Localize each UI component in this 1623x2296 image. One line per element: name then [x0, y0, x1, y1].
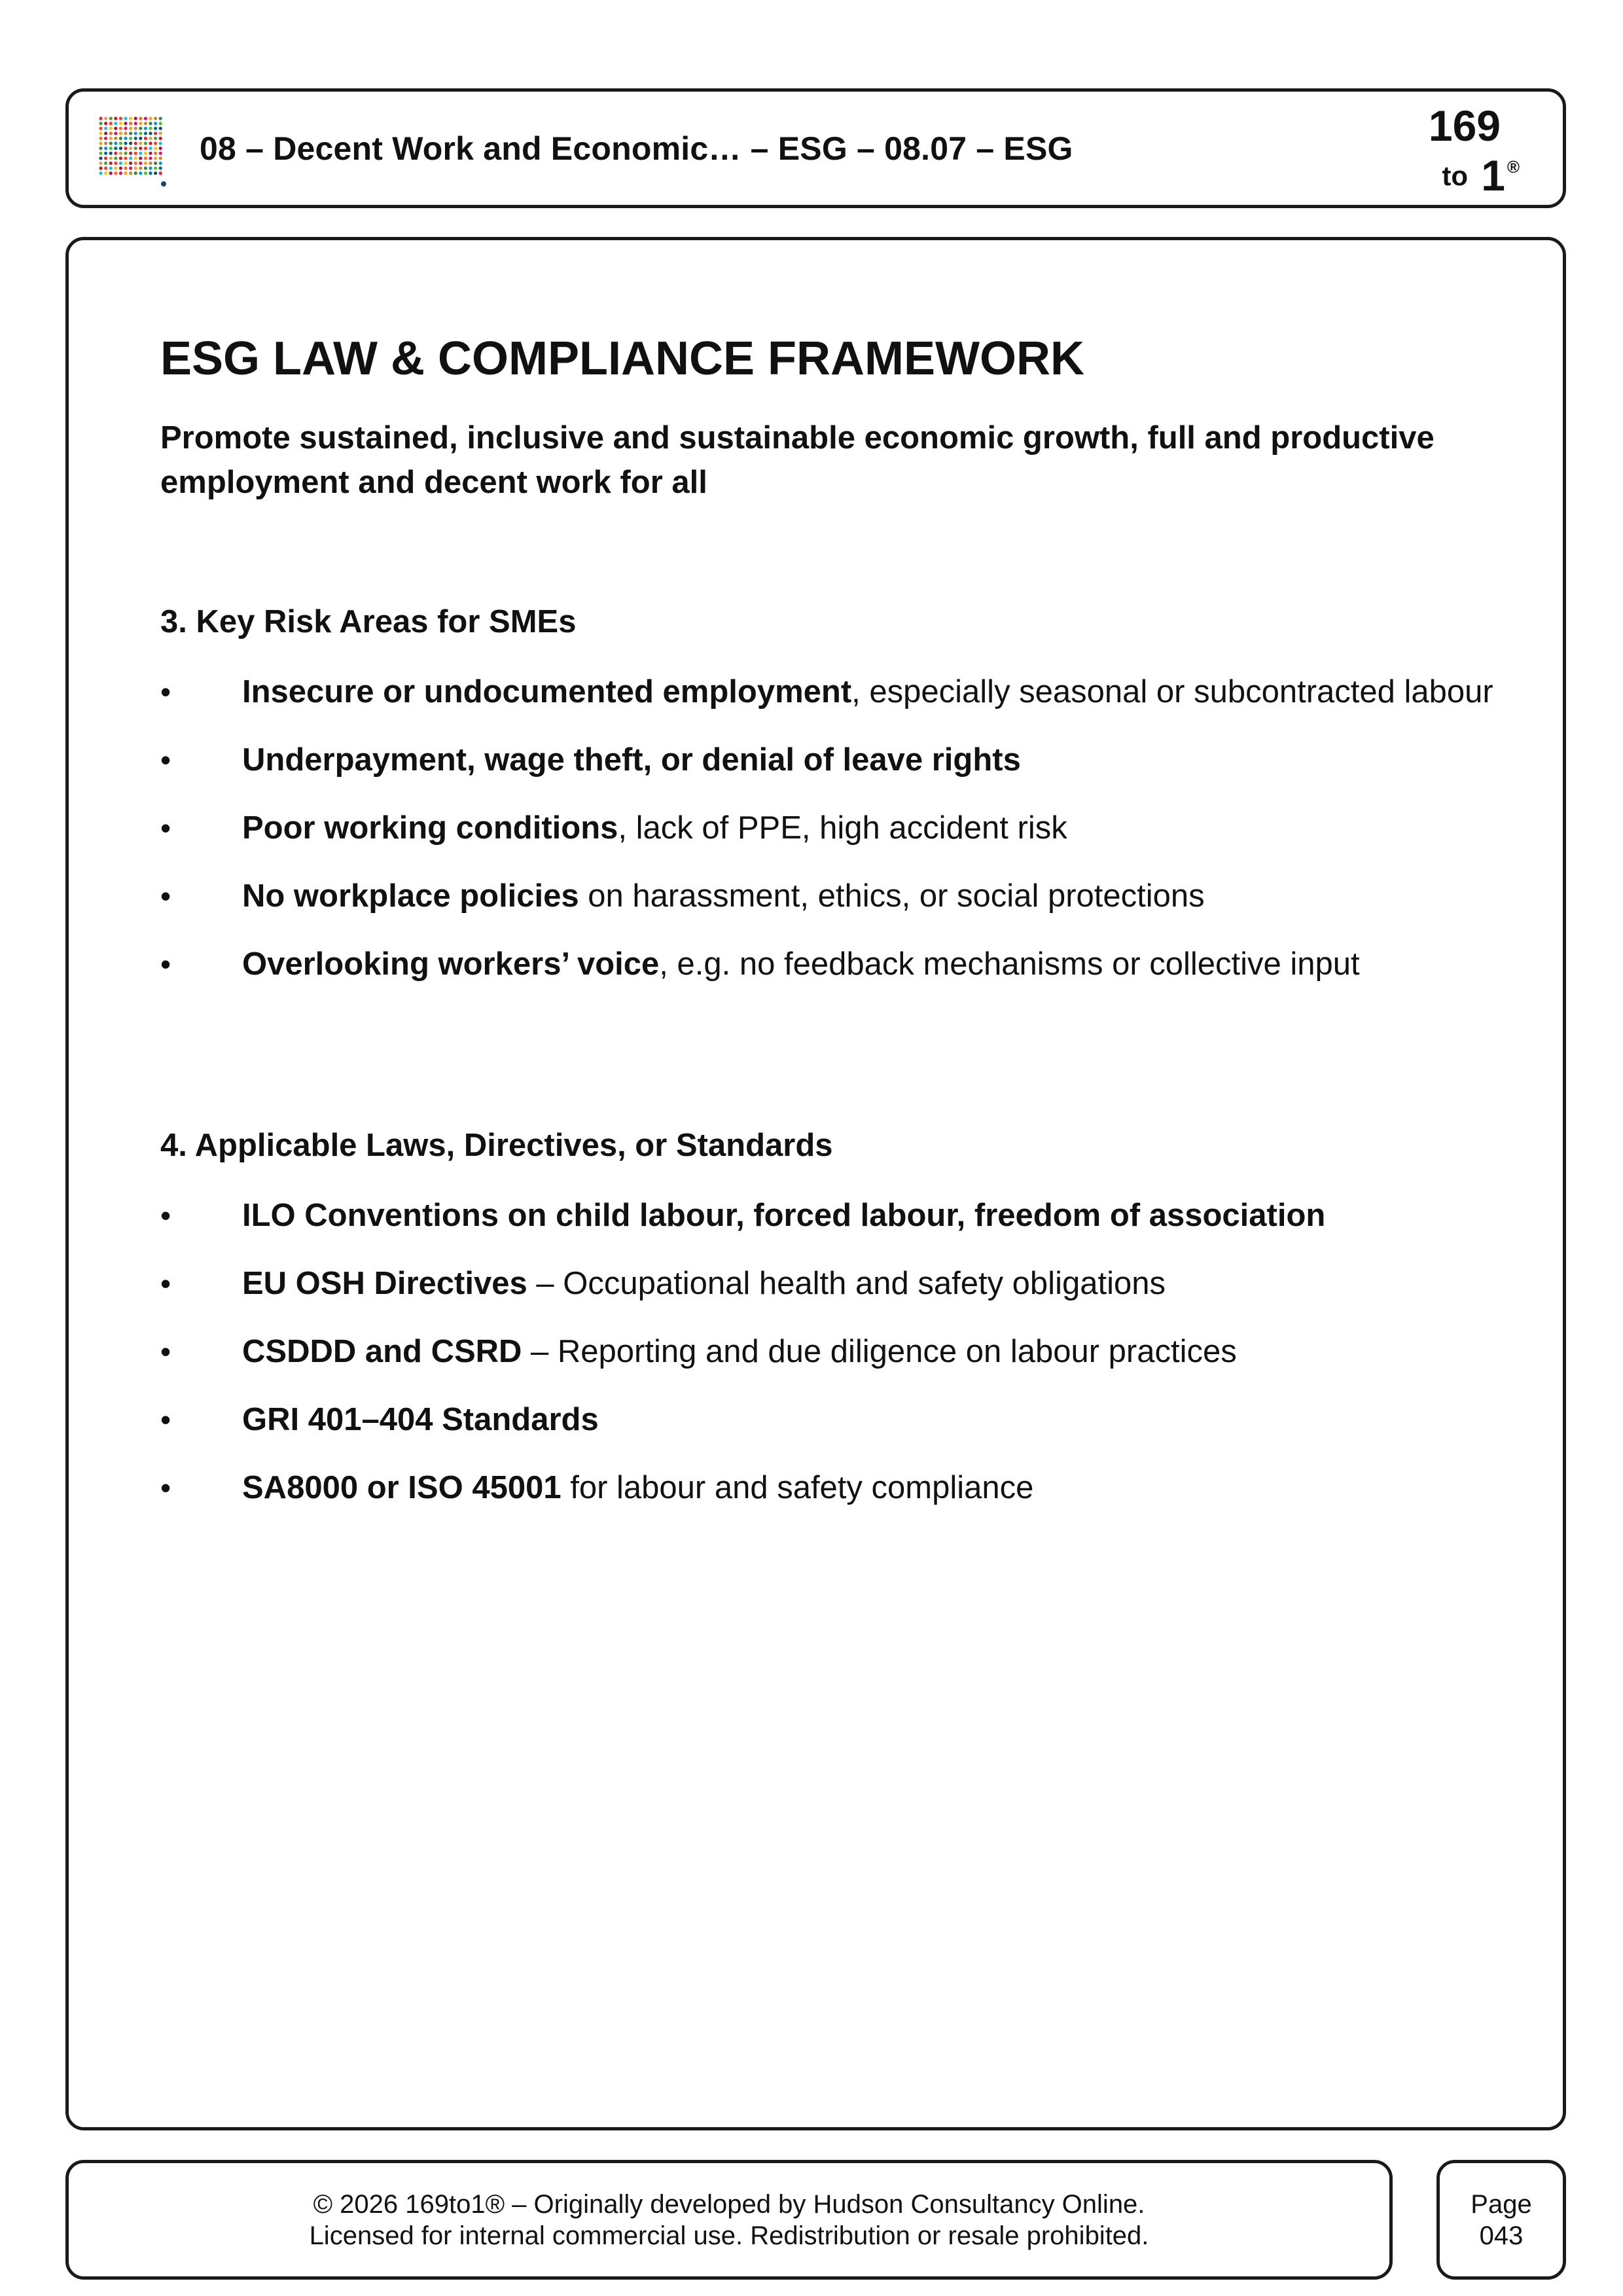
list-item: • No workplace policies on harassment, ethics, or social protections — [160, 874, 1541, 918]
brand-mark — [1406, 98, 1537, 203]
section-heading-risk-areas: 3. Key Risk Areas for SMEs — [160, 604, 577, 639]
list-item: • ILO Conventions on child labour, forced labour, freedom of association — [160, 1193, 1541, 1238]
section-heading-laws: 4. Applicable Laws, Directives, or Standards — [160, 1128, 833, 1163]
list-item: • CSDDD and CSRD – Reporting and due diligence on labour practices — [160, 1329, 1541, 1374]
dot-grid-logo-icon — [98, 116, 169, 188]
main-panel — [65, 237, 1566, 2130]
page-indicator — [1440, 2163, 1563, 2276]
list-item: • Poor working conditions, lack of PPE, high accident risk — [160, 806, 1541, 850]
list-item: • GRI 401–404 Standards — [160, 1397, 1541, 1442]
footer-copyright — [69, 2163, 1389, 2276]
header-title: 08 – Decent Work and Economic… – ESG – 08.07 – ESG — [200, 130, 1073, 167]
footer-line-2: Licensed for internal commercial use. Redistribution or resale prohibited. — [309, 2221, 1149, 2250]
footer-line-1: © 2026 169to1® – Originally developed by Hudson Consultancy Online. — [313, 2189, 1145, 2219]
footer-bar — [65, 2160, 1393, 2280]
risk-areas-list — [160, 670, 1541, 1010]
brand-number: 169 — [1428, 101, 1501, 150]
page-number: 043 — [1479, 2221, 1524, 2250]
header-bar — [65, 88, 1566, 208]
laws-list — [160, 1193, 1541, 1534]
page-label: Page — [1471, 2189, 1532, 2219]
list-item: • EU OSH Directives – Occupational health and safety obligations — [160, 1261, 1541, 1306]
page-subtitle: Promote sustained, inclusive and sustainable economic growth, full and productive employment and decent work for all — [160, 420, 1435, 500]
page-number-box — [1436, 2160, 1566, 2280]
list-item: • Underpayment, wage theft, or denial of leave rights — [160, 738, 1541, 782]
list-item: • SA8000 or ISO 45001 for labour and safety compliance — [160, 1465, 1541, 1510]
page-title: ESG LAW & COMPLIANCE FRAMEWORK — [160, 332, 1084, 385]
brand-to: to — [1442, 160, 1468, 191]
list-item: • Overlooking workers’ voice, e.g. no feedback mechanisms or collective input — [160, 942, 1541, 986]
brand-registered: ® — [1507, 157, 1520, 177]
brand-one: 1 — [1481, 151, 1505, 200]
list-item: • Insecure or undocumented employment, especially seasonal or subcontracted labour — [160, 670, 1541, 714]
